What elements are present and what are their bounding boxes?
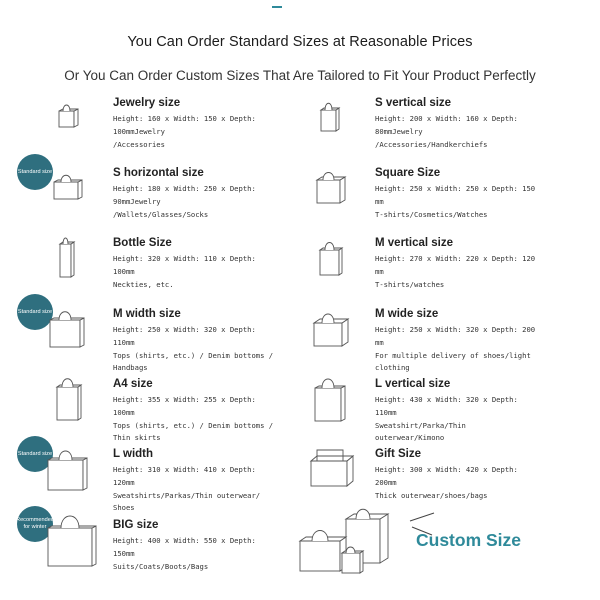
size-description: Height: 320 x Width: 110 x Depth: 100mm Neckties, etc. [113,254,256,289]
recommended-winter-badge: Recommended for winter [17,506,53,542]
size-description: Height: 250 x Width: 320 x Depth: 200 mm For multiple delivery of shoes/light clothing [375,325,536,373]
size-title: L vertical size [375,378,451,390]
bag-group-icon [296,505,406,577]
size-description: Height: 355 x Width: 255 x Depth: 100mm Tops (shirts, etc.) / Denim bottoms / Thin skirts [113,395,274,443]
square-bag-icon [313,166,349,206]
size-description: Height: 400 x Width: 550 x Depth: 150mm Suits/Coats/Boots/Bags [113,536,256,571]
standard-size-badge: Standard size [17,436,53,472]
bottle-bag-icon [56,234,78,280]
size-description: Height: 300 x Width: 420 x Depth: 200mm Thick outerwear/shoes/bags [375,465,518,500]
size-title: M width size [113,308,181,320]
top-accent-dash [272,6,282,8]
m-wide-bag-icon [310,307,352,349]
custom-size-label: Custom Size [416,530,522,550]
size-title: M wide size [375,308,439,320]
size-title: BIG size [113,519,159,531]
size-title: A4 size [113,378,153,390]
size-title: Square Size [375,167,441,179]
s-vertical-bag-icon [317,98,343,134]
size-title: Bottle Size [113,237,172,249]
big-bag-icon [44,508,100,570]
size-description: Height: 180 x Width: 250 x Depth: 90mmJewelry /Wallets/Glasses/Socks [113,184,256,219]
sub-heading: Or You Can Order Custom Sizes That Are Tailored to Fit Your Product Perfectly [64,68,536,83]
jewelry-bag-icon [55,100,81,130]
size-title: S vertical size [375,97,452,109]
l-width-bag-icon [44,445,90,493]
size-title: M vertical size [375,237,453,249]
size-title: L width [113,448,154,460]
l-vertical-bag-icon [311,372,349,424]
size-description: Height: 250 x Width: 320 x Depth: 110mm Tops (shirts, etc.) / Denim bottoms / Handbags [113,325,274,373]
size-title: Gift Size [375,448,422,460]
a4-bag-icon [53,373,85,423]
size-description: Height: 200 x Width: 160 x Depth: 80mmJewelry /Accessories/Handkerchiefs [375,114,518,149]
size-title: S horizontal size [113,167,204,179]
m-vertical-bag-icon [316,236,346,278]
size-description: Height: 310 x Width: 410 x Depth: 120mm Sweatshirts/Parkas/Thin outerwear/ Shoes [113,465,261,513]
gift-bag-icon [307,447,357,489]
size-description: Height: 160 x Width: 150 x Depth: 100mmJewelry /Accessories [113,114,256,149]
size-description: Height: 250 x Width: 250 x Depth: 150 mm T-shirts/Cosmetics/Watches [375,184,536,219]
size-description: Height: 270 x Width: 220 x Depth: 120 mm T-shirts/watches [375,254,536,289]
standard-size-badge: Standard size [17,154,53,190]
size-description: Height: 430 x Width: 320 x Depth: 110mm Sweatshirt/Parka/Thin outerwear/Kimono [375,395,518,443]
m-width-bag-icon [46,306,88,350]
size-title: Jewelry size [113,97,181,109]
main-heading: You Can Order Standard Sizes at Reasonable Prices [127,34,473,50]
s-horizontal-bag-icon [50,168,86,202]
standard-size-badge: Standard size [17,294,53,330]
